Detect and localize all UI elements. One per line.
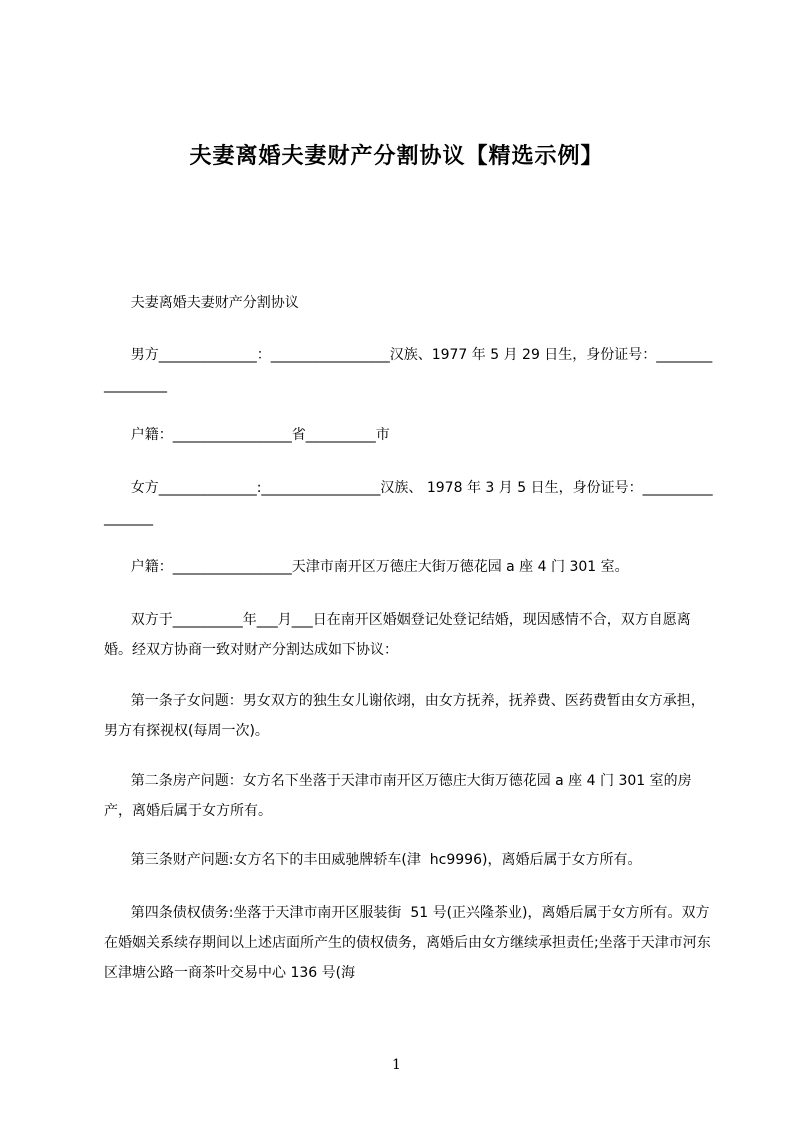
paragraph-article-2: 第二条房产问题：女方名下坐落于天津市南开区万德庄大街万德花园 a 座 4 门 301 室的房产，离婚后属于女方所有。 (104, 773, 692, 819)
paragraph-article-3: 第三条财产问题:女方名下的丰田威驰牌轿车(津 hc9996)，离婚后属于女方所有。 (104, 852, 642, 868)
paragraph-article-4: 第四条债权债务:坐落于天津市南开区服装街 51 号(正兴隆茶业)，离婚后属于女方所有。双方在婚姻关系续存期间以上述店面所产生的债权债务，离婚后由女方继续承担责任;坐落于天津市河东区津塘公路一商茶叶交易中心 136 号(海 (104, 905, 711, 981)
paragraph-wife-household: 户籍：_________________天津市南开区万德庄大街万德花园 a 座 4 门 301 室。 (104, 559, 629, 575)
paragraph-article-1: 第一条子女问题：男女双方的独生女儿谢依翊，由女方抚养，抚养费、医药费暂由女方承担，男方有探视权(每周一次)。 (104, 693, 705, 739)
paragraph-subtitle: 夫妻离婚夫妻财产分割协议 (104, 295, 299, 311)
paragraph-marriage: 双方于__________年___月___日在南开区婚姻登记处登记结婚，现因感情不合，双方自愿离婚。经双方协商一致对财产分割达成如下协议： (104, 612, 691, 658)
page-number: 1 (392, 1057, 401, 1073)
paragraph-husband: 男方______________：_________________汉族、1977 年 5 月 29 日生，身份证号：_________________ (104, 347, 713, 393)
paragraph-wife: 女方______________:_________________汉族、 1978 年 3 月 5 日生，身份证号：_________________ (104, 480, 713, 526)
paragraph-husband-household: 户籍：_________________省__________市 (104, 427, 390, 443)
document-title: 夫妻离婚夫妻财产分割协议【精选示例】 (189, 144, 604, 169)
